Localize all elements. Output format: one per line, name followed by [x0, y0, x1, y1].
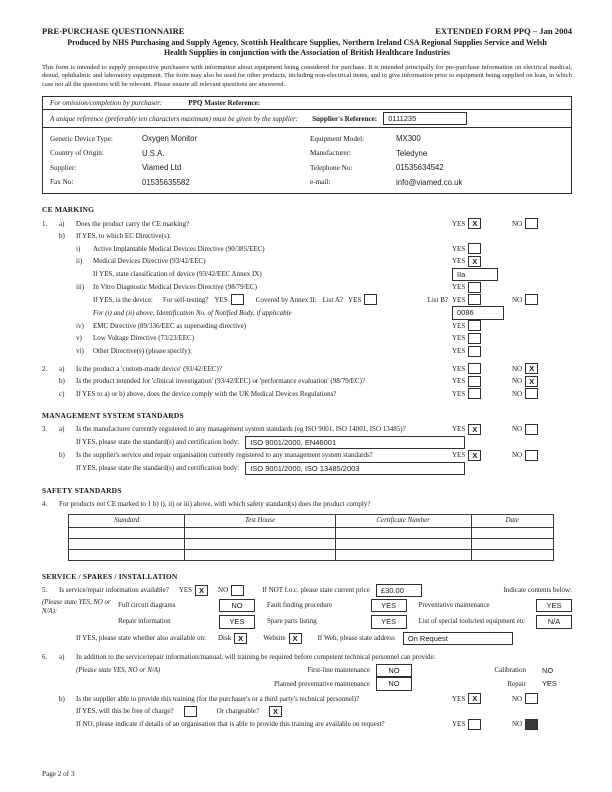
- service-content-item: [118, 599, 255, 612]
- intro-paragraph: This form is intended to supply prospective purchasers with information about equipment being considered for purchase. It is intended principally for pre-purchase information on electrical medical, dental, ophthalmic and laboratory equipment. The form may also be used for other products, including non-electrical items, and to give information prior to equipment being supplied on loan, in which case not all the questions will be relevant. Please ensure all relevant questions are answered.: [42, 63, 572, 89]
- question-tag: a): [59, 219, 65, 228]
- section-heading-ce-marking: CE MARKING: [42, 205, 95, 215]
- first-line-maintenance-label: First-line maintenance: [307, 666, 370, 675]
- notified-body-field[interactable]: 0086: [452, 306, 504, 319]
- directive-v-yes-checkbox[interactable]: [468, 333, 481, 344]
- classification-label: If YES, state classification of device (93/42/EEC Annex IX): [93, 270, 262, 279]
- annex-ii-label: Covered by Annex II:: [255, 295, 317, 304]
- directive-tag: ii): [76, 257, 83, 266]
- section-heading-service: SERVICE / SPARES / INSTALLATION: [42, 571, 178, 581]
- website-label: Website: [263, 634, 286, 643]
- please-state-note: (Please state YES, NO or N/A):: [42, 599, 111, 615]
- directive-i-label: Active Implantable Medical Devices Directive (90/385/EEC): [93, 244, 265, 253]
- question-2c-row: [42, 388, 572, 401]
- date-cell[interactable]: [471, 549, 553, 560]
- request-no-checkbox[interactable]: [525, 719, 538, 730]
- telephone-label: Telephone No:: [310, 163, 353, 172]
- also-available-row: [42, 632, 572, 645]
- certificate-cell[interactable]: [335, 549, 471, 560]
- directive-row-i: [42, 242, 572, 255]
- notified-body-label: For (i) and (ii) above, Identification No. of Notified Body, if applicable: [93, 308, 292, 317]
- question-1a-row: [42, 217, 572, 230]
- device-row: [50, 146, 564, 161]
- standard-cell[interactable]: [69, 527, 185, 538]
- question-4-row: [42, 498, 572, 511]
- q2a-yes-checkbox[interactable]: [468, 363, 481, 374]
- directive-tag: iv): [76, 321, 84, 330]
- q6b-no-checkbox[interactable]: [525, 693, 538, 704]
- question-tag: a): [59, 425, 65, 434]
- question-1a-label: Does the product carry the CE marking?: [76, 219, 190, 228]
- q3a-standards-row: [42, 436, 572, 449]
- directive-ii-label: Medical Devices Directive (93/42/EEC): [93, 257, 206, 266]
- q2a-no-checkbox[interactable]: X: [525, 363, 538, 374]
- ivd-self-test-row: [42, 294, 572, 307]
- full-circuit-diagrams-field[interactable]: NO: [219, 599, 255, 612]
- standard-cell[interactable]: [69, 549, 185, 560]
- fax-label: Fax No:: [50, 178, 74, 187]
- generic-device-type-field[interactable]: Oxygen Monitor: [142, 134, 198, 144]
- list-a-yes-checkbox[interactable]: [364, 294, 377, 305]
- free-of-charge-label: If YES, will this be free of charge?: [76, 707, 174, 716]
- safety-table-row: [69, 527, 554, 538]
- service-content-item: [419, 615, 572, 628]
- device-row: [50, 131, 564, 146]
- yes-label: YES: [452, 377, 466, 386]
- spare-parts-label: Spare parts listing: [266, 618, 317, 626]
- q3b-no-checkbox[interactable]: [525, 450, 538, 461]
- notified-body-row: [42, 306, 572, 319]
- email-field[interactable]: info@viamed.co.uk: [396, 177, 463, 187]
- no-label: NO: [512, 389, 523, 398]
- equipment-model-label: Equipment Model:: [310, 134, 365, 143]
- question-6b-label: Is the supplier able to provide this training (for the purchaser's or a third party's technical personnel)?: [76, 694, 360, 703]
- service-content-item: [419, 599, 572, 612]
- q1a-yes-checkbox[interactable]: X: [468, 218, 481, 229]
- question-2a-row: [42, 362, 572, 375]
- supplier-reference-label: Supplier's Reference:: [312, 114, 378, 123]
- yes-label: YES: [452, 334, 466, 343]
- directive-tag: iii): [76, 283, 85, 292]
- yes-label: YES: [452, 694, 466, 703]
- fault-finding-field[interactable]: YES: [371, 599, 407, 612]
- supplier-label: Supplier:: [50, 163, 77, 172]
- no-label: NO: [512, 451, 523, 460]
- supplier-reference-field[interactable]: 0111235: [383, 112, 467, 125]
- test-house-cell[interactable]: [185, 549, 335, 560]
- question-5-row: [42, 584, 572, 597]
- self-test-label: For self-testing?: [162, 295, 209, 304]
- directive-row-iv: [42, 320, 572, 333]
- yes-label: YES: [214, 295, 228, 304]
- directive-vi-yes-checkbox[interactable]: [468, 346, 481, 357]
- generic-device-type-label: Generic Device Type:: [50, 134, 113, 143]
- yes-label: YES: [452, 364, 466, 373]
- question-tag: b): [59, 232, 65, 241]
- directive-iii-yes-checkbox[interactable]: [468, 282, 481, 293]
- repair-label: Repair: [507, 679, 526, 688]
- question-3b-label: Is the supplier's service and repair organisation currently registered to any management system standards?: [76, 451, 373, 460]
- section-heading-management-standards: MANAGEMENT SYSTEM STANDARDS: [42, 411, 184, 421]
- yes-label: YES: [452, 451, 466, 460]
- test-house-column-header: Test House: [185, 514, 335, 527]
- question-2c-label: If YES to a) or b) above, does the device comply with the UK Medical Devices Regulations?: [76, 389, 337, 398]
- question-1b-row: [42, 230, 572, 243]
- question-6b-row: [42, 693, 572, 706]
- directive-row-vi: [42, 345, 572, 358]
- directive-vi-label: Other Directive(s) (please specify):: [93, 347, 192, 356]
- request-yes-checkbox[interactable]: [468, 719, 481, 730]
- q2c-no-checkbox[interactable]: [525, 388, 538, 399]
- standard-cell[interactable]: [69, 538, 185, 549]
- fax-field[interactable]: 01535635582: [142, 177, 190, 187]
- question-3a-label: Is the manufacturer currently registered to any management system standards (eg ISO 9001, ISO 14001, ISO 13485)?: [76, 425, 406, 434]
- q3b-standards-row: [42, 462, 572, 475]
- directive-row-v: [42, 332, 572, 345]
- no-label: NO: [512, 425, 523, 434]
- service-contents-grid: [42, 599, 572, 629]
- yes-label: YES: [452, 219, 466, 228]
- classification-row: [42, 268, 572, 281]
- repair-information-field[interactable]: YES: [219, 615, 255, 628]
- manufacturer-field[interactable]: Teledyne: [396, 148, 428, 158]
- repair-field[interactable]: YES: [542, 679, 557, 689]
- question-number: 2.: [42, 364, 48, 373]
- directive-tag: i): [76, 244, 81, 253]
- web-address-label: If Web, please state address: [317, 634, 395, 643]
- spare-parts-field[interactable]: YES: [371, 615, 407, 628]
- no-label: NO: [512, 219, 523, 228]
- directive-tag: vi): [76, 347, 84, 356]
- repair-information-label: Repair information: [118, 618, 171, 626]
- question-6a-row: [42, 651, 572, 664]
- list-a-label: List A?: [322, 295, 344, 304]
- purchaser-reference-row: [42, 96, 572, 110]
- question-5-label: Is service/repair information available?: [59, 586, 169, 595]
- no-label: NO: [512, 720, 523, 728]
- yes-label: YES: [452, 389, 466, 398]
- calibration-label: Calibration: [494, 666, 526, 675]
- question-tag: a): [59, 653, 65, 662]
- directive-iv-label: EMC Directive (89/336/EEC as superseding directive): [93, 321, 246, 330]
- yes-label: YES: [348, 295, 362, 304]
- certificate-cell[interactable]: [335, 527, 471, 538]
- planned-maintenance-label: Planned preventative maintenance: [273, 679, 370, 688]
- page-title: PRE-PURCHASE QUESTIONNAIRE: [42, 26, 185, 36]
- self-test-yes-checkbox[interactable]: [231, 294, 244, 305]
- device-row: [50, 160, 564, 175]
- date-cell[interactable]: [471, 527, 553, 538]
- ivd-prefix-label: If YES, is the device:: [93, 295, 153, 304]
- device-row: [50, 175, 564, 190]
- manufacturer-label: Manufacturer:: [310, 149, 352, 158]
- test-house-cell[interactable]: [185, 527, 335, 538]
- chargeable-label: Or chargeable?: [216, 707, 260, 716]
- question-tag: c): [59, 389, 65, 398]
- telephone-field[interactable]: 01535634542: [396, 163, 444, 173]
- device-details-table: [42, 127, 572, 194]
- question-2b-label: Is the product intended for 'clinical investigation' (93/42/EEC) or 'performance evaluation' (98/79/EC)?: [76, 377, 366, 386]
- q5-yes-checkbox[interactable]: X: [195, 585, 208, 596]
- no-label: NO: [512, 295, 523, 304]
- question-number: 6.: [42, 653, 48, 662]
- yes-label: YES: [452, 295, 466, 304]
- safety-table-header-row: [69, 514, 554, 527]
- directive-ii-yes-checkbox[interactable]: X: [468, 256, 481, 267]
- list-b-yes-checkbox[interactable]: [468, 294, 481, 305]
- date-column-header: Date: [471, 514, 553, 527]
- training-row-2: [42, 677, 572, 690]
- classification-field[interactable]: IIa: [452, 268, 498, 281]
- safety-standards-table: [68, 514, 554, 561]
- contents-label: Indicate contents below:: [503, 586, 572, 595]
- yes-label: YES: [452, 283, 466, 292]
- q3a-no-checkbox[interactable]: [525, 424, 538, 435]
- directive-iv-yes-checkbox[interactable]: [468, 320, 481, 331]
- fault-finding-label: Fault finding procedure: [266, 601, 332, 609]
- also-available-label: If YES, please state whether also available on:: [76, 634, 206, 643]
- q2b-yes-checkbox[interactable]: [468, 376, 481, 387]
- list-b-label: List B?: [427, 295, 448, 304]
- test-house-cell[interactable]: [185, 538, 335, 549]
- email-label: e-mail:: [310, 178, 331, 187]
- country-of-origin-label: Country of Origin:: [50, 149, 104, 158]
- form-version-title: EXTENDED FORM PPQ – Jan 2004: [435, 26, 572, 36]
- yes-label: YES: [452, 321, 466, 330]
- ivd-no-checkbox[interactable]: [525, 294, 538, 305]
- q3b-standards-field[interactable]: ISO 9001/2000, ISO 13485/2003: [245, 462, 465, 475]
- document-header: [42, 26, 572, 36]
- directive-tag: v): [76, 334, 82, 343]
- special-tools-field[interactable]: N/A: [536, 615, 572, 628]
- q2c-yes-checkbox[interactable]: [468, 388, 481, 399]
- q3b-standards-label: If YES, please state the standard(s) and certification body:: [76, 464, 240, 473]
- no-label: NO: [512, 694, 523, 703]
- section-heading-safety-standards: SAFETY STANDARDS: [42, 486, 122, 496]
- free-of-charge-checkbox[interactable]: [184, 706, 197, 717]
- preventative-maintenance-field[interactable]: YES: [536, 599, 572, 612]
- standard-column-header: Standard: [69, 514, 185, 527]
- q3a-yes-checkbox[interactable]: X: [468, 424, 481, 435]
- calibration-field[interactable]: NO: [542, 665, 554, 675]
- question-2a-label: Is the product a 'custom-made device' (93/42/EEC)?: [76, 364, 222, 373]
- question-number: 1.: [42, 219, 48, 228]
- question-number: 5.: [42, 586, 48, 595]
- q2b-no-checkbox[interactable]: X: [525, 376, 538, 387]
- question-3b-row: [42, 449, 572, 462]
- question-tag: b): [59, 451, 65, 460]
- question-number: 3.: [42, 425, 48, 434]
- price-field[interactable]: £30.00: [376, 584, 422, 597]
- price-label: If NOT f.o.c. please state current price: [262, 586, 370, 595]
- service-content-item: [118, 615, 255, 628]
- question-tag: b): [59, 377, 65, 386]
- training-row-1: [42, 664, 572, 677]
- yes-label: YES: [452, 347, 466, 356]
- service-content-item: [267, 599, 407, 612]
- yes-label: YES: [178, 586, 193, 595]
- q3b-yes-checkbox[interactable]: X: [468, 450, 481, 461]
- disk-label: Disk: [217, 634, 232, 643]
- supplier-reference-row: [42, 109, 572, 128]
- ppq-master-reference-label: PPQ Master Reference:: [188, 98, 261, 107]
- directive-v-label: Low Voltage Directive (73/23/EEC): [93, 334, 195, 343]
- date-cell[interactable]: [471, 538, 553, 549]
- question-tag: a): [59, 364, 65, 373]
- question-3a-row: [42, 423, 572, 436]
- q5-no-checkbox[interactable]: [231, 585, 244, 596]
- q1a-no-checkbox[interactable]: [525, 218, 538, 229]
- directive-i-yes-checkbox[interactable]: [468, 243, 481, 254]
- q3a-standards-field[interactable]: ISO 9001/2000, EN46001: [245, 436, 465, 449]
- safety-table-row: [69, 538, 554, 549]
- yes-label: YES: [452, 244, 466, 253]
- preventative-maintenance-label: Preventative maintenance: [418, 601, 490, 609]
- service-content-item: [267, 615, 407, 628]
- page-number: Page 2 of 3: [42, 770, 75, 778]
- planned-maintenance-field[interactable]: NO: [376, 677, 412, 690]
- question-2b-row: [42, 375, 572, 388]
- q3a-standards-label: If YES, please state the standard(s) and certification body:: [76, 438, 240, 447]
- website-checkbox[interactable]: X: [289, 633, 302, 644]
- no-label: NO: [218, 586, 229, 595]
- yes-label: YES: [452, 425, 466, 434]
- supplier-field[interactable]: Viamed Ltd: [142, 163, 182, 173]
- question-4-label: For products not CE marked to 1 b) i), ii) or iii) above, with which safety standard(s) does the product comply?: [59, 500, 371, 509]
- question-1b-label: If YES, to which EC Directive(s):: [76, 232, 171, 241]
- free-of-charge-row: [42, 705, 572, 718]
- training-on-request-row: [42, 718, 572, 731]
- no-label: NO: [512, 377, 523, 386]
- special-tools-label: List of special tools/test equipment etc: [418, 618, 525, 626]
- safety-table-row: [69, 549, 554, 560]
- produced-by-subtitle: Produced by NHS Purchasing and Supply Agency, Scottish Healthcare Supplies, Northern Ireland CSA Regional Supplies Service and Welsh Health Supplies in conjunction with the Association of British Healthcare Industries: [67, 38, 547, 58]
- question-number: 4.: [42, 500, 48, 509]
- country-of-origin-field[interactable]: U.S.A.: [142, 148, 165, 158]
- yes-label: YES: [452, 257, 466, 266]
- full-circuit-diagrams-label: Full circuit diagrams: [118, 601, 176, 609]
- purchaser-note: For omission/completion by purchaser:: [50, 98, 163, 107]
- equipment-model-field[interactable]: MX300: [396, 134, 421, 144]
- q6b-yes-checkbox[interactable]: X: [468, 693, 481, 704]
- web-address-field[interactable]: On Request: [403, 632, 513, 645]
- directive-row-ii: [42, 255, 572, 268]
- question-tag: b): [59, 694, 65, 703]
- yes-label: YES: [452, 720, 466, 728]
- disk-checkbox[interactable]: X: [234, 633, 247, 644]
- training-on-request-label: If NO, please indicate if details of an organisation that is able to provide this training are available on request?: [76, 720, 385, 728]
- certificate-number-column-header: Certificate Number: [335, 514, 471, 527]
- first-line-maintenance-field[interactable]: NO: [376, 664, 412, 677]
- no-label: NO: [512, 364, 523, 373]
- directive-row-iii: [42, 281, 572, 294]
- directive-iii-label: In Vitro Diagnostic Medical Devices Directive (98/79/EC): [93, 283, 257, 292]
- certificate-cell[interactable]: [335, 538, 471, 549]
- unique-reference-note: A unique reference (preferably ten characters maximum) must be given by the supplier:: [50, 114, 299, 123]
- please-state-note: (Please state YES, NO or N/A): [76, 666, 161, 674]
- chargeable-checkbox[interactable]: X: [269, 706, 282, 717]
- question-6a-label: In addition to the service/repair information/manual, will training be required before competent technical personnel can provide:: [76, 653, 436, 662]
